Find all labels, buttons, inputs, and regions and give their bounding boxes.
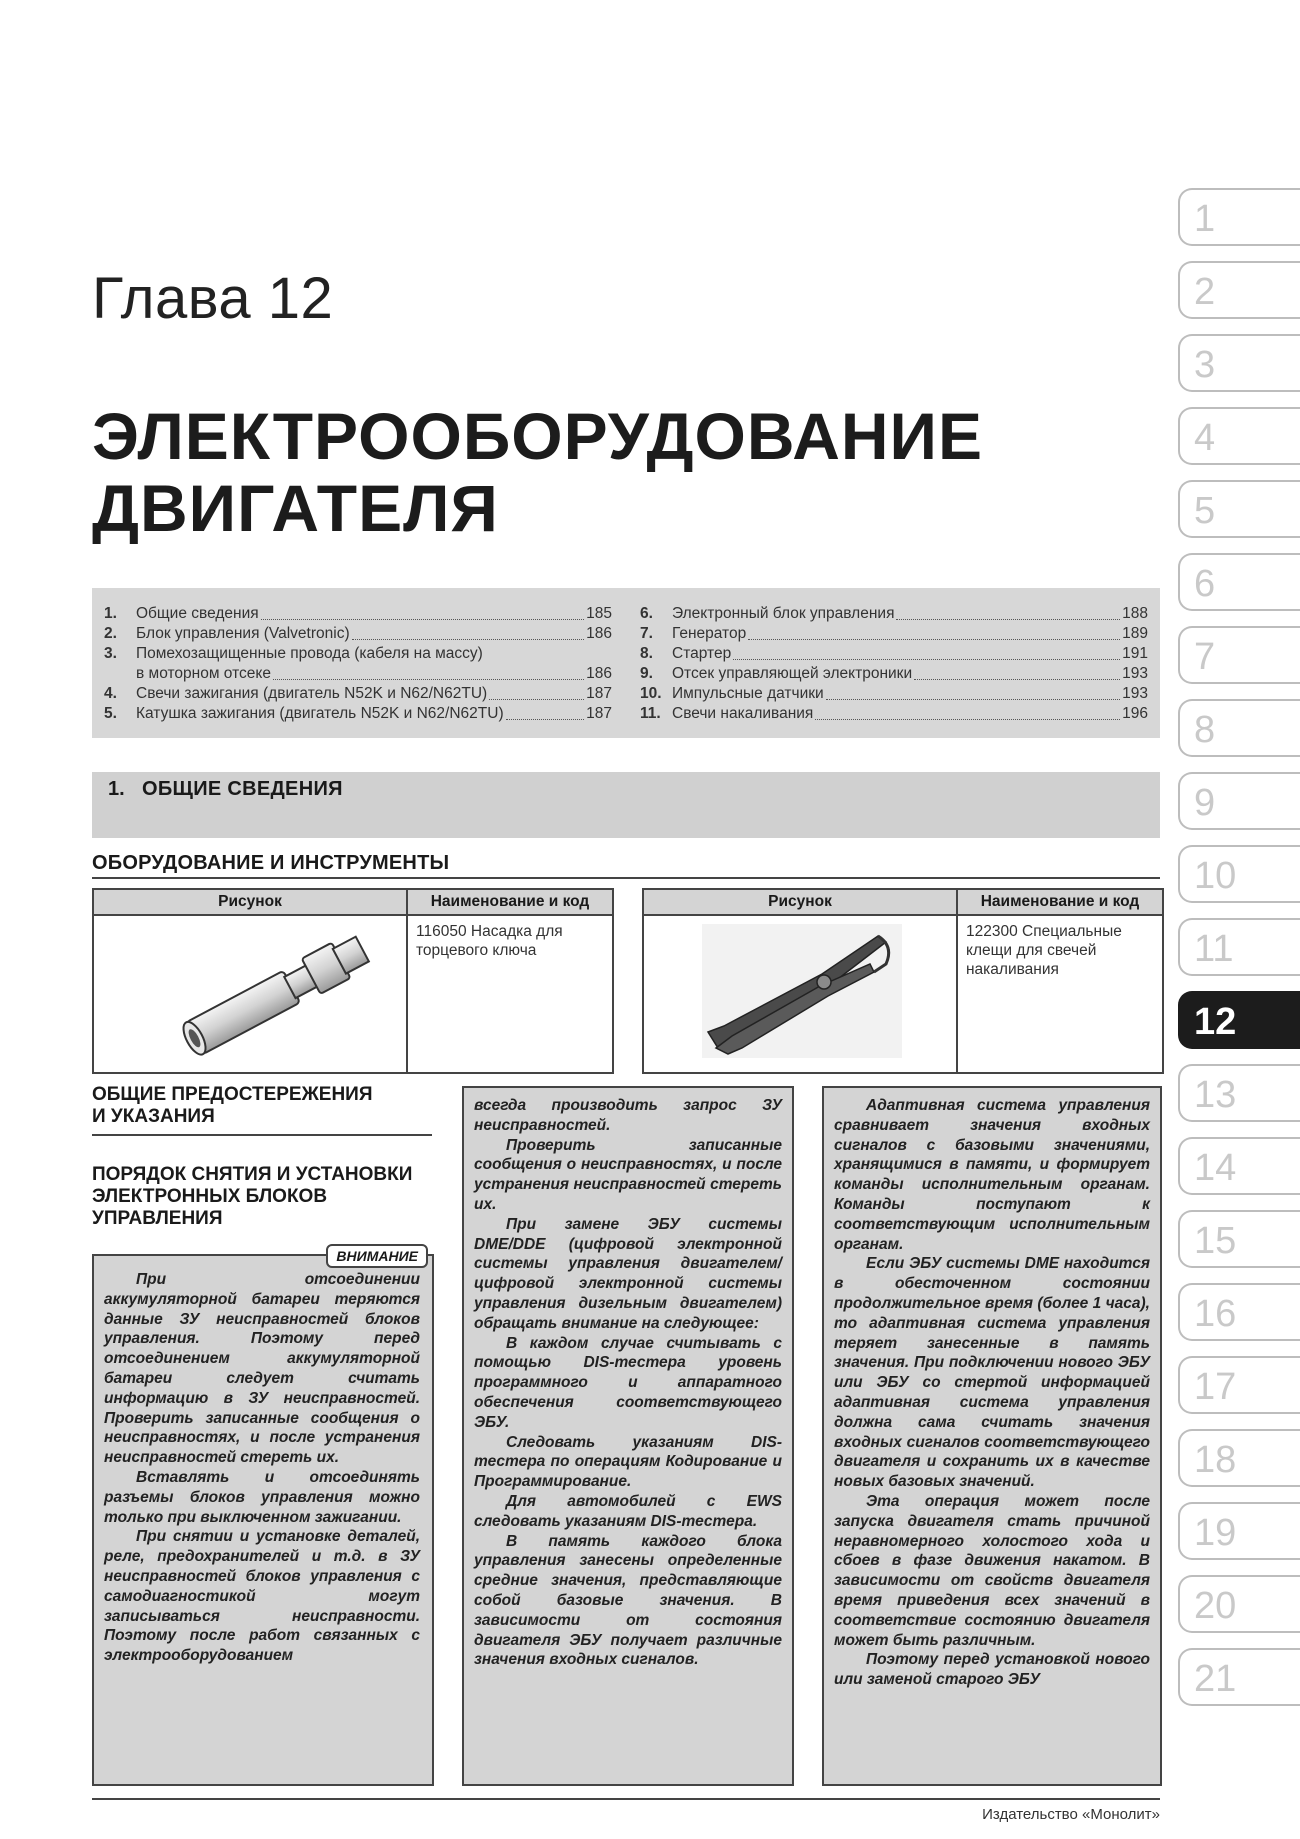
chapter-tab-4[interactable]: 4 <box>1178 407 1300 465</box>
contents-item-number: 9. <box>640 665 653 682</box>
contents-item-page: 187 <box>586 705 612 722</box>
leader-dots <box>896 619 1120 620</box>
leader-dots <box>489 699 584 700</box>
contents-item-page: 186 <box>586 625 612 642</box>
column-header-name: Наименование и код <box>408 890 612 916</box>
paragraph: Вставлять и отсоединять разъемы блоков управления можно только при выключенном зажигании. <box>104 1468 420 1526</box>
contents-item-page: 188 <box>1122 605 1148 622</box>
contents-left-column <box>104 604 612 724</box>
contents-item-title: Общие сведения <box>136 605 259 622</box>
column-divider <box>406 890 408 1072</box>
contents-item[interactable] <box>104 704 612 724</box>
tool-description-line: 122300 Специальные <box>966 923 1122 940</box>
paragraph: Проверить записанные сообщения о неисправностях, и после устранения неисправностей стереть их. <box>474 1136 782 1213</box>
contents-item-number: 3. <box>104 645 117 662</box>
contents-item[interactable] <box>640 704 1148 724</box>
instructions-text <box>474 1096 782 1670</box>
chapter-tab-6[interactable]: 6 <box>1178 553 1300 611</box>
contents-item-page: 191 <box>1122 645 1148 662</box>
contents-item-page: 193 <box>1122 685 1148 702</box>
instructions-box-2 <box>462 1086 794 1786</box>
instructions-box-3 <box>822 1086 1162 1786</box>
heading-line: ЭЛЕКТРОННЫХ БЛОКОВ <box>92 1186 328 1207</box>
leader-dots <box>826 699 1120 700</box>
leader-dots <box>733 659 1120 660</box>
leader-dots <box>506 719 585 720</box>
chapter-tab-11[interactable]: 11 <box>1178 918 1300 976</box>
contents-item-title: Отсек управляющей электроники <box>672 665 913 682</box>
tool-description-line: торцевого ключа <box>416 942 537 959</box>
contents-item-continuation[interactable] <box>104 664 612 684</box>
tool-description-line: 116050 Насадка для <box>416 923 563 940</box>
contents-item-title: Блок управления (Valvetronic) <box>136 625 350 642</box>
precautions-heading <box>92 1084 432 1136</box>
column-header-picture: Рисунок <box>644 890 956 916</box>
publisher-name: Издательство «Монолит» <box>982 1806 1160 1823</box>
glow-plug-pliers-illustration <box>702 924 902 1058</box>
paragraph: Если ЭБУ системы DME находится в обесточенном состоянии продолжительное время (более 1 часа), то адаптивная система управления теряет занесенные в память значения. При подключении нового ЭБУ или ЭБУ со стертой информацией адаптивная система управления должна сама считать значения входных сигналов соответствующего двигателя и сохранить их в качестве новых базовых значений. <box>834 1255 1150 1491</box>
contents-item[interactable] <box>640 684 1148 704</box>
heading-line: И УКАЗАНИЯ <box>92 1106 215 1127</box>
instructions-text <box>834 1096 1150 1690</box>
chapter-tab-17[interactable]: 17 <box>1178 1356 1300 1414</box>
contents-item-title: Импульсные датчики <box>672 685 824 702</box>
chapter-tab-13[interactable]: 13 <box>1178 1064 1300 1122</box>
contents-item-title: Помехозащищенные провода (кабеля на массу) <box>136 645 483 662</box>
paragraph: В память каждого блока управления занесены определенные средние значения, представляющие собой базовые значения. В зависимости от состояния двигателя ЭБУ получает различные значения входных сигналов. <box>474 1532 782 1669</box>
heading-line: ОБЩИЕ ПРЕДОСТЕРЕЖЕНИЯ <box>92 1084 373 1105</box>
contents-item-number: 10. <box>640 685 662 702</box>
contents-item[interactable] <box>104 624 612 644</box>
footer-rule <box>92 1798 1160 1800</box>
chapter-tab-8[interactable]: 8 <box>1178 699 1300 757</box>
chapter-tab-21[interactable]: 21 <box>1178 1648 1300 1706</box>
leader-dots <box>914 679 1120 680</box>
contents-item-title: Свечи зажигания (двигатель N52K и N62/N62TU) <box>136 685 488 702</box>
leader-dots <box>273 679 584 680</box>
heading-line: УПРАВЛЕНИЯ <box>92 1208 223 1229</box>
contents-item-page: 185 <box>586 605 612 622</box>
contents-item-page: 189 <box>1122 625 1148 642</box>
contents-item-title: Электронный блок управления <box>672 605 895 622</box>
paragraph: При отсоединении аккумуляторной батареи теряются данные ЗУ неисправностей блоков управления. Поэтому перед отсоединением аккумуляторной батареи следует считать информацию в ЗУ неисправностей. Проверить записанные сообщения о неисправностях, и после устранения неисправностей стереть их. <box>104 1271 420 1467</box>
procedure-subheading <box>92 1164 432 1230</box>
contents-item-title: Свечи накаливания <box>672 705 814 722</box>
chapter-tab-9[interactable]: 9 <box>1178 772 1300 830</box>
tool-table-1 <box>92 888 614 1074</box>
equipment-heading: ОБОРУДОВАНИЕ И ИНСТРУМЕНТЫ <box>92 852 1160 879</box>
chapter-tab-15[interactable]: 15 <box>1178 1210 1300 1268</box>
chapter-title-line2: ДВИГАТЕЛЯ <box>92 471 499 545</box>
tool-table-2 <box>642 888 1164 1074</box>
leader-dots <box>815 719 1120 720</box>
contents-item-page: 193 <box>1122 665 1148 682</box>
tool-description-line: накаливания <box>966 961 1059 978</box>
chapter-contents <box>92 588 1160 738</box>
chapter-tab-1[interactable]: 1 <box>1178 188 1300 246</box>
chapter-tab-7[interactable]: 7 <box>1178 626 1300 684</box>
contents-item-title: Генератор <box>672 625 747 642</box>
warning-box <box>92 1248 434 1786</box>
contents-item-number: 2. <box>104 625 117 642</box>
warning-text <box>104 1270 420 1666</box>
contents-item[interactable] <box>104 604 612 624</box>
tool-description-line: клещи для свечей <box>966 942 1097 959</box>
chapter-tab-2[interactable]: 2 <box>1178 261 1300 319</box>
chapter-title-line1: ЭЛЕКТРООБОРУДОВАНИЕ <box>92 399 983 473</box>
column-divider <box>956 890 958 1072</box>
chapter-title <box>92 400 1152 544</box>
contents-item-number: 8. <box>640 645 653 662</box>
section-title: ОБЩИЕ СВЕДЕНИЯ <box>142 778 343 800</box>
leader-dots <box>261 619 584 620</box>
chapter-tab-19[interactable]: 19 <box>1178 1502 1300 1560</box>
tool-description <box>416 922 606 960</box>
paragraph: Для автомобилей с EWS следовать указаниям DIS-тестера. <box>474 1492 782 1530</box>
contents-item-title: Стартер <box>672 645 732 662</box>
contents-item-page: 186 <box>586 665 612 682</box>
contents-item[interactable] <box>640 644 1148 664</box>
contents-item-number: 1. <box>104 605 117 622</box>
contents-item-number: 11. <box>640 705 661 722</box>
contents-item-number: 7. <box>640 625 653 642</box>
section-heading-bar <box>92 772 1160 838</box>
heading-line: ПОРЯДОК СНЯТИЯ И УСТАНОВКИ <box>92 1164 413 1185</box>
paragraph: всегда производить запрос ЗУ неисправностей. <box>474 1097 782 1134</box>
contents-item-number: 4. <box>104 685 117 702</box>
warning-badge: ВНИМАНИЕ <box>326 1244 428 1268</box>
column-header-picture: Рисунок <box>94 890 406 916</box>
chapter-tab-20[interactable]: 20 <box>1178 1575 1300 1633</box>
paragraph: При снятии и установке деталей, реле, предохранителей и т.д. в ЗУ неисправностей блоков управления с самодиагностикой могут записываться неисправности. Поэтому после работ связанных с электрооборудованием <box>104 1528 420 1665</box>
leader-dots <box>352 639 585 640</box>
contents-item-title: Катушка зажигания (двигатель N52K и N62/N62TU) <box>136 705 504 722</box>
chapter-tab-5[interactable]: 5 <box>1178 480 1300 538</box>
contents-item-page: 196 <box>1122 705 1148 722</box>
column-header-name: Наименование и код <box>958 890 1162 916</box>
chapter-tab-12-active[interactable]: 12 <box>1178 991 1300 1049</box>
paragraph: Следовать указаниям DIS-тестера по операциям Кодирование и Программирование. <box>474 1433 782 1491</box>
contents-item[interactable] <box>104 644 612 664</box>
chapter-tab-10[interactable]: 10 <box>1178 845 1300 903</box>
contents-right-column <box>640 604 1148 724</box>
chapter-tab-14[interactable]: 14 <box>1178 1137 1300 1195</box>
paragraph: Поэтому перед установкой нового или заменой старого ЭБУ <box>834 1651 1150 1689</box>
socket-attachment-illustration <box>154 926 394 1066</box>
paragraph: Эта операция может после запуска двигателя стать причиной неравномерного холостого хода и сбоев в фазе движения накатом. В зависимости от свойств двигателя время приведения всех значений в соответствие состоянию двигателя может быть различным. <box>834 1492 1150 1649</box>
section-number: 1. <box>108 778 125 800</box>
paragraph: Адаптивная система управления сравнивает значения входных сигналов с базовыми значениями, хранящимися в памяти, и формирует команды исполнительным органам. Команды поступают к соответствующим исполнительным органам. <box>834 1097 1150 1253</box>
paragraph: В каждом случае считывать с помощью DIS-тестера уровень программного и аппаратного обеспечения соответствующего ЭБУ. <box>474 1334 782 1431</box>
contents-item-title: в моторном отсеке <box>136 665 271 682</box>
chapter-label: Глава 12 <box>92 266 334 331</box>
contents-item[interactable] <box>640 664 1148 684</box>
contents-item[interactable] <box>104 684 612 704</box>
contents-item-number: 5. <box>104 705 117 722</box>
contents-item-number: 6. <box>640 605 653 622</box>
leader-dots <box>748 639 1120 640</box>
contents-item[interactable] <box>640 624 1148 644</box>
paragraph: При замене ЭБУ системы DME/DDE (цифровой электронной системы управления двигателем/цифровой электронной системы управления дизельным двигателем) обращать внимание на следующее: <box>474 1215 782 1332</box>
contents-item[interactable] <box>640 604 1148 624</box>
chapter-tab-3[interactable]: 3 <box>1178 334 1300 392</box>
contents-item-page: 187 <box>586 685 612 702</box>
chapter-tab-16[interactable]: 16 <box>1178 1283 1300 1341</box>
chapter-tab-18[interactable]: 18 <box>1178 1429 1300 1487</box>
tool-description <box>966 922 1156 979</box>
